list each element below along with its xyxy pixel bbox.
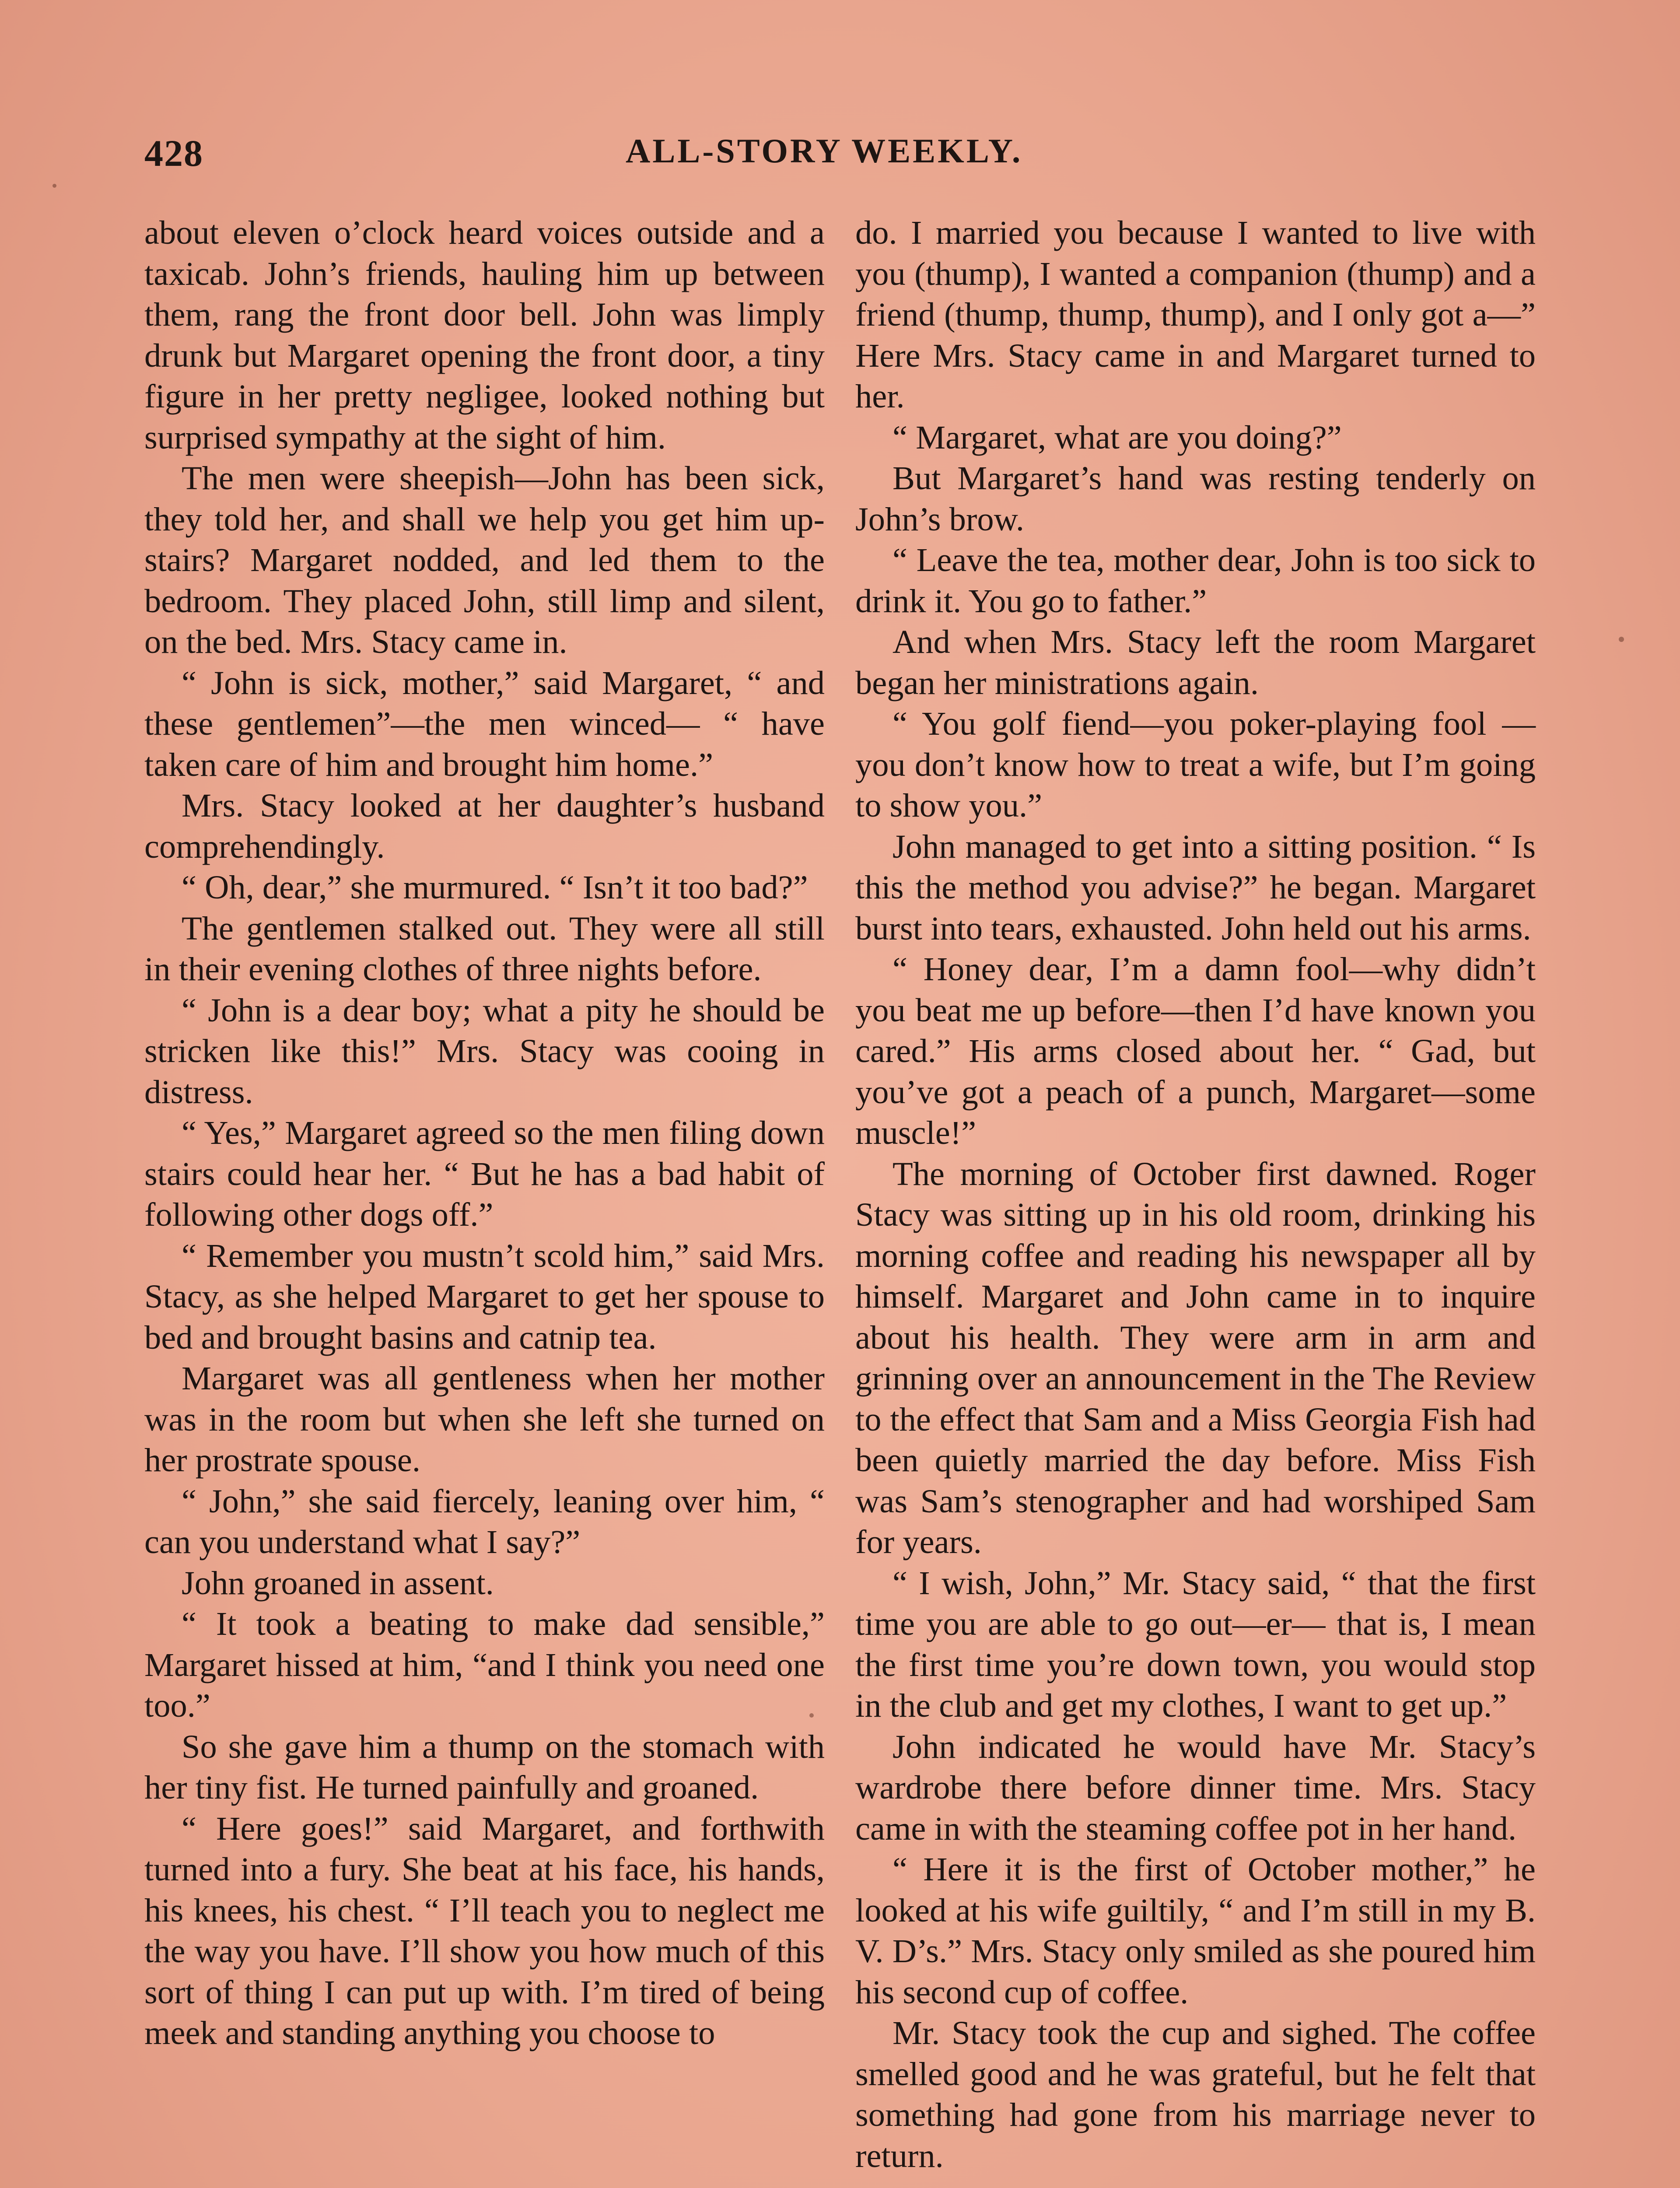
paragraph: do. I married you because I wanted to live with you (thump), I wanted a companion (thump) and a friend (thump, thump, thump), and I only got a—” Here Mrs. Stacy came in and Margaret turned to her. bbox=[855, 214, 1536, 415]
paragraph: “ John is a dear boy; what a pity he should be stricken like this!” Mrs. Stacy was cooing in distress. bbox=[144, 991, 825, 1111]
paragraph: Mrs. Stacy looked at her daughter’s husband comprehendingly. bbox=[144, 787, 825, 865]
page-header bbox=[144, 131, 1536, 184]
paragraph: John managed to get into a sitting position. “ Is this the method you advise?” he began. Margaret burst into tears, exhausted. John held out his arms. bbox=[855, 828, 1536, 947]
paragraph: “ John,” she said fiercely, leaning over him, “ can you understand what I say?” bbox=[144, 1482, 825, 1560]
paragraph: The gentlemen stalked out. They were all still in their evening clothes of three nights before. bbox=[144, 909, 825, 988]
paragraph: about eleven o’clock heard voices outside and a taxicab. John’s friends, hauling him up between them, rang the front door bell. John was limply drunk but Margaret opening the front door, a tiny figure in her pretty negligee, looked nothing but surprised sympathy at the sight of him. bbox=[144, 214, 825, 456]
paragraph: The morning of October first dawned. Roger Stacy was sitting up in his old room, drinking his morning coffee and reading his newspaper all by himself. Margaret and John came in to inquire about his health. They were arm in arm and grinning over an announcement in the The Review to the effect that Sam and a Miss Georgia Fish had been quietly married the day before. Miss Fish was Sam’s stenographer and had worshiped Sam for years. bbox=[855, 1155, 1536, 1560]
paragraph: “ Honey dear, I’m a damn fool—why didn’t you beat me up before—then I’d have known you cared.” His arms closed about her. “ Gad, but you’ve got a peach of a punch, Margaret—some muscle!” bbox=[855, 950, 1536, 1151]
paper-speck bbox=[1619, 637, 1624, 642]
paragraph: “ Leave the tea, mother dear, John is too sick to drink it. You go to father.” bbox=[855, 541, 1536, 620]
paragraph: So she gave him a thump on the stomach with her tiny fist. He turned painfully and groaned. bbox=[144, 1728, 825, 1806]
right-column bbox=[855, 212, 1536, 2176]
paragraph: “ I wish, John,” Mr. Stacy said, “ that the first time you are able to go out—er— that is, I mean the first time you’re down town, you would stop in the club and get my clothes, I want to get up.” bbox=[855, 1564, 1536, 1724]
paragraph: Margaret was all gentleness when her mother was in the room but when she left she turned on her prostrate spouse. bbox=[144, 1360, 825, 1479]
paragraph: John groaned in assent. bbox=[182, 1564, 494, 1602]
paragraph: “ Remember you mustn’t scold him,” said Mrs. Stacy, as she helped Margaret to get her spouse to bed and brought basins and catnip tea. bbox=[144, 1237, 825, 1356]
paragraph: The men were sheepish—John has been sick, they told her, and shall we help you get him up-stairs? Margaret nodded, and led them to the bedroom. They placed John, still limp and silent, on the bed. Mrs. Stacy came in. bbox=[144, 459, 825, 660]
paragraph: “ You golf fiend—you poker-playing fool —you don’t know how to treat a wife, but I’m going to show you.” bbox=[855, 705, 1536, 824]
paragraph: “ Margaret, what are you doing?” bbox=[892, 418, 1342, 456]
paragraph: And when Mrs. Stacy left the room Margaret began her ministrations again. bbox=[855, 623, 1536, 701]
paragraph: Mr. Stacy took the cup and sighed. The coffee smelled good and he was grateful, but he felt that something had gone from his marriage never to return. bbox=[855, 2014, 1536, 2174]
paragraph: “ John is sick, mother,” said Margaret, “ and these gentlemen”—the men winced— “ have taken care of him and brought him home.” bbox=[144, 664, 825, 783]
left-column bbox=[144, 212, 825, 2054]
running-title: ALL-STORY WEEKLY. bbox=[626, 132, 1023, 170]
paragraph: John indicated he would have Mr. Stacy’s wardrobe there before dinner time. Mrs. Stacy came in with the steaming coffee pot in her hand. bbox=[855, 1728, 1536, 1847]
paragraph: “ Here goes!” said Margaret, and forthwith turned into a fury. She beat at his face, his hands, his knees, his chest. “ I’ll teach you to neglect me the way you have. I’ll show you how much of this sort of thing I can put up with. I’m tired of being meek and standing anything you choose to bbox=[144, 1809, 825, 2051]
paper-speck bbox=[52, 184, 56, 188]
paragraph: But Margaret’s hand was resting tenderly on John’s brow. bbox=[855, 459, 1536, 538]
paragraph: “ It took a beating to make dad sensible,” Margaret hissed at him, “and I think you need one too.” bbox=[144, 1605, 825, 1724]
paragraph: “ Yes,” Margaret agreed so the men filing down stairs could hear her. “ But he has a bad habit of following other dogs off.” bbox=[144, 1114, 825, 1233]
paragraph: “ Oh, dear,” she murmured. “ Isn’t it too bad?” bbox=[182, 869, 808, 906]
paragraph: “ Here it is the first of October mother,” he looked at his wife guiltily, “ and I’m still in my B. V. D’s.” Mrs. Stacy only smiled as she poured him his second cup of coffee. bbox=[855, 1851, 1536, 2011]
page-number: 428 bbox=[144, 132, 203, 174]
paper-speck bbox=[809, 1713, 814, 1718]
